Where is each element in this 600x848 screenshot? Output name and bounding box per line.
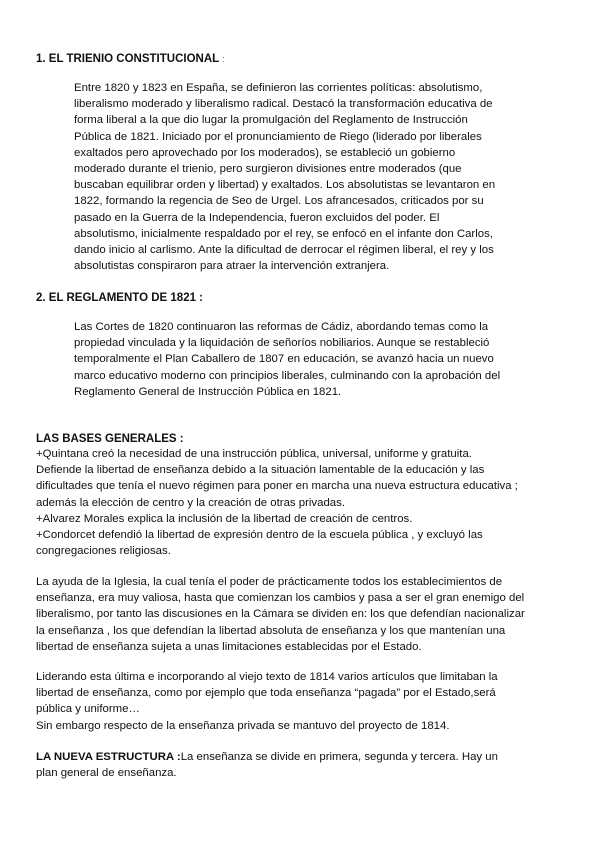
paragraph-line: +Quintana creó la necesidad de una instrucción pública, universal, uniforme y gratuita. xyxy=(36,448,472,460)
nueva-estructura-heading: LA NUEVA ESTRUCTURA : xyxy=(36,751,181,763)
bases-title: LAS BASES GENERALES : xyxy=(36,433,184,445)
paragraph-line: plan general de enseñanza. xyxy=(36,767,177,780)
paragraph-line: absolutistas conspiraron para atraer la intervención extranjera. xyxy=(74,260,390,273)
paragraph-line: congregaciones religiosas. xyxy=(36,545,171,558)
paragraph-line: La ayuda de la Iglesia, la cual tenía el poder de prácticamente todos los establecimientos de xyxy=(36,576,503,588)
paragraph-line: Reglamento General de Instrucción Pública en 1821. xyxy=(74,385,342,398)
paragraph-line: Las Cortes de 1820 continuaron las reformas de Cádiz, abordando temas como la xyxy=(74,321,489,333)
paragraph-line: libertad de enseñanza, como por ejemplo que toda enseñanza “pagada” por el Estado,será xyxy=(36,687,496,700)
nueva-estructura-paragraph xyxy=(36,749,576,781)
paragraph-line: 1822, formando la regencia de Seo de Urgel. Los afrancesados, criticados por su xyxy=(74,195,484,208)
paragraph-line: Sin embargo respecto de la enseñanza privada se mantuvo del proyecto de 1814. xyxy=(36,719,450,732)
paragraph-line: moderado durante el trienio, pero surgieron divisiones entre moderados (que xyxy=(74,163,462,176)
paragraph-line: libertad de enseñanza sujeta a unas limitaciones establecidas por el Estado. xyxy=(36,640,422,653)
paragraph-line: liberalismo, por tanto las discusiones en la Cámara se dividen en: los que defendían nacionalizar xyxy=(36,608,525,621)
nueva-estructura-text: La enseñanza se divide en primera, segunda y tercera. Hay un xyxy=(180,751,498,763)
section-1-heading xyxy=(36,52,225,66)
paragraph-line: Entre 1820 y 1823 en España, se definieron las corrientes políticas: absolutismo, xyxy=(74,82,483,94)
section-2-paragraph xyxy=(74,319,574,400)
paragraph-line: pasado en la Guerra de la Independencia, fueron excluidos del poder. El xyxy=(74,211,440,224)
paragraph-line: además la elección de centro y la creación de otras privadas. xyxy=(36,496,345,509)
paragraph-line: enseñanza, era muy valiosa, hasta que comienzan los cambios y pasa a ser el gran enemigo del xyxy=(36,592,525,605)
paragraph-line: la enseñanza , los que defendían la libertad absoluta de enseñanza y los que mantenían una xyxy=(36,624,506,637)
paragraph-line: Liderando esta última e incorporando al viejo texto de 1814 varios artículos que limitaban la xyxy=(36,671,498,683)
paragraph-line: buscaban equilibrar orden y libertad) y exaltados. Los absolutistas se levantaron en xyxy=(74,179,496,192)
paragraph-line xyxy=(36,749,576,765)
paragraph-line: liberalismo moderado y liberalismo radical. Destacó la transformación educativa de xyxy=(74,98,493,111)
section-1-title-suffix: : xyxy=(222,54,225,64)
paragraph-line: absolutismo, inicialmente respaldado por el rey, se enfocó en el infante don Carlos, xyxy=(74,227,493,240)
paragraph-line: Pública de 1821. Iniciado por el pronunciamiento de Riego (liderado por liberales xyxy=(74,130,482,143)
paragraph-line: dificultades que tenía el nuevo régimen para poner en marcha una nueva estructura educativa ; xyxy=(36,480,518,493)
paragraph-line: +Alvarez Morales explica la inclusión de la libertad de creación de centros. xyxy=(36,512,413,525)
paragraph-line: marco educativo moderno con principios liberales, culminando con la aprobación del xyxy=(74,369,501,382)
paragraph-line: pública y uniforme… xyxy=(36,703,140,716)
paragraph-line: exaltados pero aprovechado por los moderados), se estableció un gobierno xyxy=(74,146,456,159)
paragraph-line: forma liberal a la que dio lugar la promulgación del Reglamento de Instrucción xyxy=(74,114,468,127)
section-1-title: 1. EL TRIENIO CONSTITUCIONAL xyxy=(36,53,219,65)
paragraph-line: dando inicio al carlismo. Ante la dificultad de derrocar el régimen liberal, el rey y los xyxy=(74,244,494,257)
paragraph-line: propiedad vinculada y la liquidación de señoríos nobiliarios. Aunque se restableció xyxy=(74,337,490,350)
bases-heading xyxy=(36,432,184,446)
section-2-title: 2. EL REGLAMENTO DE 1821 : xyxy=(36,292,204,304)
bases-paragraph xyxy=(36,446,576,559)
paragraph-line: Defiende la libertad de enseñanza debido a la situación lamentable de la educación y las xyxy=(36,464,485,477)
liderando-paragraph xyxy=(36,669,576,734)
paragraph-line: +Condorcet defendió la libertad de expresión dentro de la escuela pública , y excluyó las xyxy=(36,529,483,542)
paragraph-line: temporalmente el Plan Caballero de 1807 en educación, se avanzó hacia un nuevo xyxy=(74,353,494,366)
section-1-paragraph xyxy=(74,80,574,274)
section-2-heading xyxy=(36,291,203,305)
iglesia-paragraph xyxy=(36,574,576,655)
